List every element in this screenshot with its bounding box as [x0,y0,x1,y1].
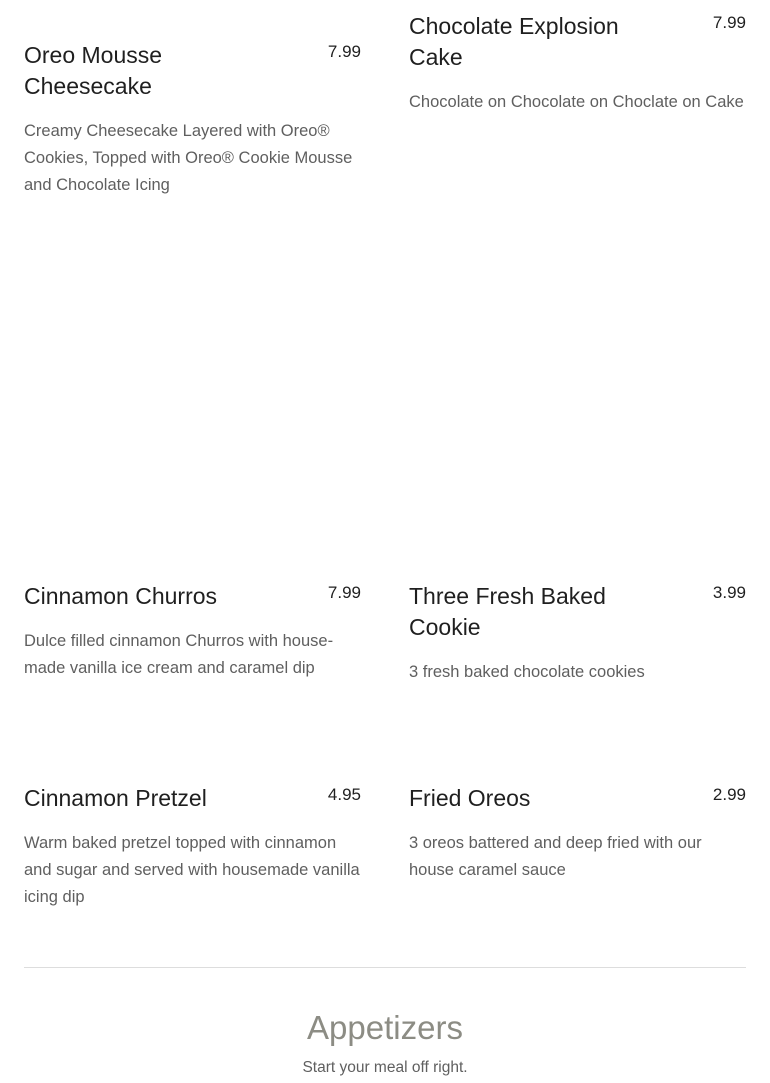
menu-item-name: Cinnamon Pretzel [24,785,207,811]
menu-item-description: Dulce filled cinnamon Churros with house-made vanilla ice cream and caramel dip [24,632,334,677]
menu-item-description: 3 fresh baked chocolate cookies [409,663,645,681]
menu-item-description: Creamy Cheesecake Layered with Oreo® Cookies, Topped with Oreo® Cookie Mousse and Chocolate Icing [24,122,353,194]
section-subtitle: Start your meal off right. [302,1059,468,1076]
menu-item-name: Oreo Mousse Cheesecake [24,42,163,99]
menu-item-description: Warm baked pretzel topped with cinnamon and sugar and served with housemade vanilla icing dip [24,834,360,906]
menu-item-price: 7.99 [327,583,361,602]
section-divider [24,967,746,968]
menu-item-name: Fried Oreos [409,785,531,811]
menu-item-description: Chocolate on Chocolate on Choclate on Cake [409,93,744,111]
menu-item-price: 3.99 [712,583,746,602]
menu-item-price: 2.99 [712,785,746,804]
menu-item-name: Chocolate Explosion Cake [409,13,619,70]
menu-item-price: 7.99 [327,42,361,61]
menu-item-description: 3 oreos battered and deep fried with our house caramel sauce [409,834,702,879]
menu-item-price: 7.99 [712,13,746,32]
menu-item-name: Cinnamon Churros [24,583,218,609]
menu-item-name: Three Fresh Baked Cookie [409,583,606,640]
menu-item-price: 4.95 [327,785,361,804]
section-title-appetizers: Appetizers [307,1009,463,1046]
